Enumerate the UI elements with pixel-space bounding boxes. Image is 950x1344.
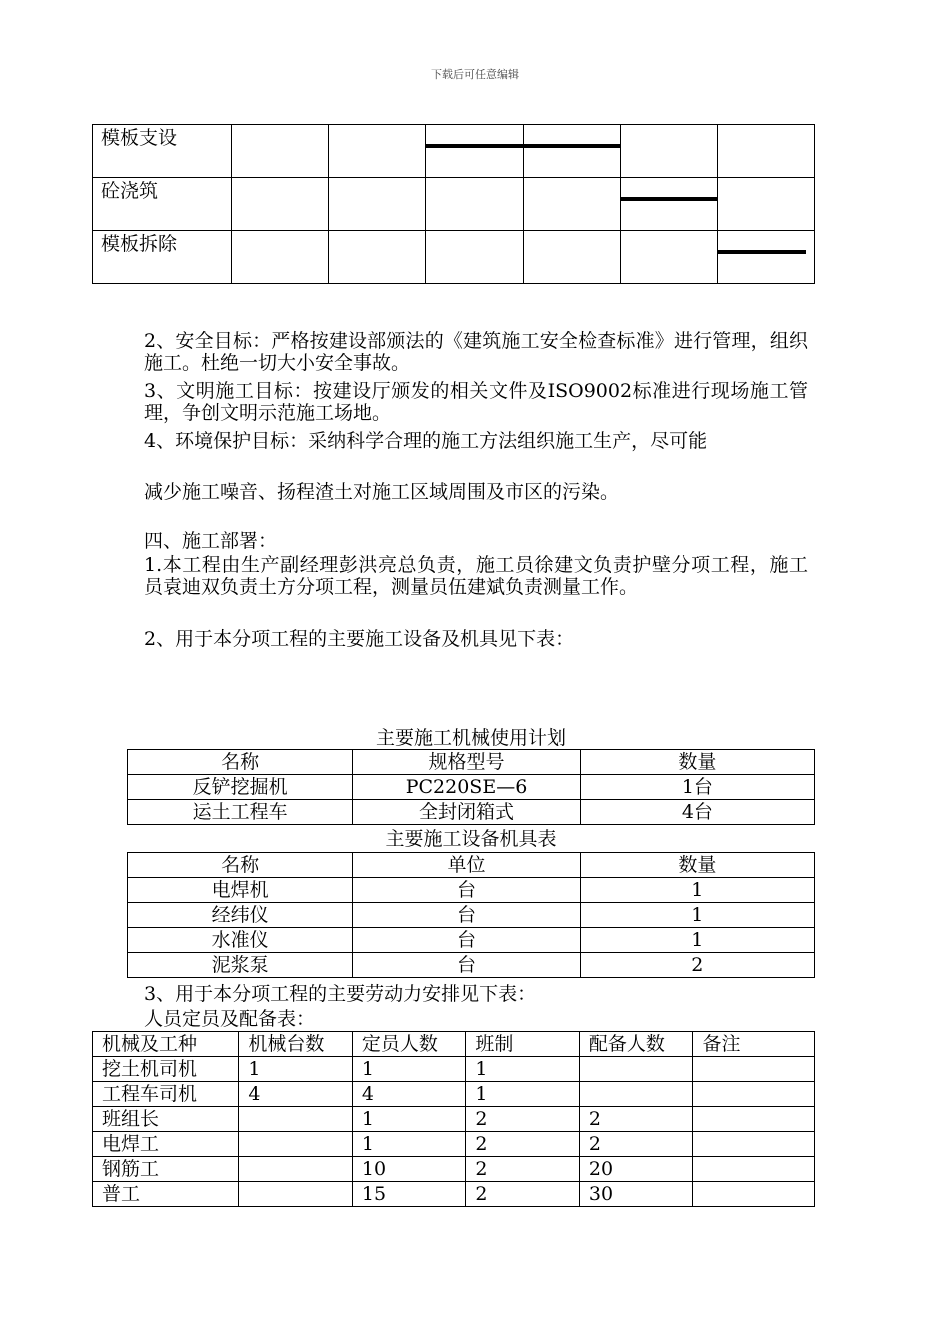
labor-intro-paragraph: 3、用于本分项工程的主要劳动力安排见下表： bbox=[144, 983, 537, 1005]
column-header: 单位 bbox=[353, 853, 580, 878]
table-cell: 台 bbox=[353, 903, 580, 928]
schedule-cell bbox=[620, 178, 717, 231]
table-cell: 电焊工 bbox=[93, 1132, 239, 1157]
table-cell: 泥浆泵 bbox=[128, 953, 353, 978]
schedule-cell bbox=[426, 178, 523, 231]
schedule-cell bbox=[426, 231, 523, 284]
labor-row bbox=[93, 1107, 815, 1132]
table-cell: 30 bbox=[579, 1182, 693, 1207]
schedule-cell bbox=[523, 231, 620, 284]
table-cell: 1 bbox=[466, 1082, 580, 1107]
machinery-table-caption: 主要施工机械使用计划 bbox=[375, 727, 566, 749]
table-cell: 水准仪 bbox=[128, 928, 353, 953]
civilized-construction-paragraph: 3、文明施工目标：按建设厅颁发的相关文件及ISO9002标准进行现场施工管理，争创文明示范施工场地。 bbox=[144, 380, 808, 424]
section-heading-deployment: 四、施工部署： bbox=[144, 530, 278, 552]
column-header: 备注 bbox=[693, 1032, 815, 1057]
column-header: 班制 bbox=[466, 1032, 580, 1057]
table-cell: 工程车司机 bbox=[93, 1082, 239, 1107]
table-cell: 钢筋工 bbox=[93, 1157, 239, 1182]
column-header: 配备人数 bbox=[579, 1032, 693, 1057]
table-cell: 4 bbox=[239, 1082, 353, 1107]
table-cell: 1 bbox=[352, 1132, 466, 1157]
schedule-row-label: 模板支设 bbox=[93, 125, 232, 178]
equipment-row bbox=[128, 878, 815, 903]
table-cell bbox=[693, 1182, 815, 1207]
column-header: 名称 bbox=[128, 853, 353, 878]
table-cell: PC220SE—6 bbox=[353, 775, 581, 800]
table-cell: 台 bbox=[353, 878, 580, 903]
schedule-bar bbox=[718, 250, 806, 254]
table-cell: 1 bbox=[352, 1057, 466, 1082]
schedule-cell bbox=[717, 178, 814, 231]
schedule-row bbox=[93, 125, 815, 178]
schedule-cell bbox=[329, 231, 426, 284]
column-header: 机械及工种 bbox=[93, 1032, 239, 1057]
labor-table bbox=[92, 1031, 815, 1207]
safety-goal-paragraph: 2、安全目标：严格按建设部颁法的《建筑施工安全检查标准》进行管理，组织施工。杜绝一切大小安全事故。 bbox=[144, 330, 808, 374]
schedule-cell bbox=[232, 178, 329, 231]
column-header: 名称 bbox=[128, 750, 353, 775]
schedule-cell bbox=[329, 178, 426, 231]
equipment-row bbox=[128, 903, 815, 928]
table-cell: 4台 bbox=[580, 800, 814, 825]
table-cell bbox=[579, 1082, 693, 1107]
schedule-cell bbox=[523, 125, 620, 178]
table-cell bbox=[693, 1057, 815, 1082]
table-cell: 1 bbox=[239, 1057, 353, 1082]
environment-goal-continuation: 减少施工噪音、扬程渣土对施工区域周围及市区的污染。 bbox=[144, 481, 620, 503]
column-header: 数量 bbox=[580, 853, 814, 878]
labor-row bbox=[93, 1132, 815, 1157]
table-cell: 台 bbox=[353, 928, 580, 953]
labor-row bbox=[93, 1082, 815, 1107]
table-cell bbox=[579, 1057, 693, 1082]
equipment-table bbox=[127, 852, 815, 978]
table-cell: 20 bbox=[579, 1157, 693, 1182]
table-cell: 运土工程车 bbox=[128, 800, 353, 825]
equipment-table-caption: 主要施工设备机具表 bbox=[385, 828, 557, 850]
table-cell bbox=[239, 1157, 353, 1182]
deployment-paragraph: 1.本工程由生产副经理彭洪亮总负责，施工员徐建文负责护壁分项工程，施工员袁迪双负责土方分项工程，测量员伍建斌负责测量工作。 bbox=[144, 554, 808, 598]
table-cell: 台 bbox=[353, 953, 580, 978]
table-cell: 普工 bbox=[93, 1182, 239, 1207]
table-header-row bbox=[128, 750, 815, 775]
column-header: 数量 bbox=[580, 750, 814, 775]
table-cell: 2 bbox=[466, 1132, 580, 1157]
environment-goal-paragraph: 4、环境保护目标：采纳科学合理的施工方法组织施工生产，尽可能 bbox=[144, 430, 708, 452]
equipment-row bbox=[128, 953, 815, 978]
schedule-cell bbox=[329, 125, 426, 178]
schedule-bar bbox=[426, 144, 522, 148]
table-cell: 2 bbox=[466, 1157, 580, 1182]
schedule-row bbox=[93, 178, 815, 231]
table-cell: 1台 bbox=[580, 775, 814, 800]
equipment-row bbox=[128, 928, 815, 953]
table-cell: 1 bbox=[580, 928, 814, 953]
table-cell: 1 bbox=[580, 903, 814, 928]
table-cell: 15 bbox=[352, 1182, 466, 1207]
schedule-table bbox=[92, 124, 815, 284]
table-cell: 2 bbox=[466, 1182, 580, 1207]
page-header: 下载后可任意编辑 bbox=[431, 68, 519, 81]
schedule-row-label: 砼浇筑 bbox=[93, 178, 232, 231]
machinery-table bbox=[127, 749, 815, 825]
schedule-row bbox=[93, 231, 815, 284]
schedule-cell bbox=[523, 178, 620, 231]
table-cell: 2 bbox=[579, 1132, 693, 1157]
schedule-cell bbox=[426, 125, 523, 178]
schedule-cell bbox=[620, 231, 717, 284]
machinery-row bbox=[128, 800, 815, 825]
table-cell bbox=[693, 1157, 815, 1182]
machinery-row bbox=[128, 775, 815, 800]
table-cell: 全封闭箱式 bbox=[353, 800, 581, 825]
schedule-bar bbox=[621, 197, 717, 201]
table-cell: 2 bbox=[579, 1107, 693, 1132]
table-cell bbox=[693, 1132, 815, 1157]
schedule-cell bbox=[620, 125, 717, 178]
table-cell: 挖土机司机 bbox=[93, 1057, 239, 1082]
table-cell: 1 bbox=[580, 878, 814, 903]
schedule-cell bbox=[232, 231, 329, 284]
schedule-cell bbox=[717, 125, 814, 178]
equipment-intro-paragraph: 2、用于本分项工程的主要施工设备及机具见下表： bbox=[144, 628, 575, 650]
schedule-bar bbox=[524, 144, 620, 148]
table-cell: 班组长 bbox=[93, 1107, 239, 1132]
table-header-row bbox=[93, 1032, 815, 1057]
column-header: 机械台数 bbox=[239, 1032, 353, 1057]
table-cell bbox=[239, 1132, 353, 1157]
table-cell bbox=[693, 1107, 815, 1132]
table-cell bbox=[693, 1082, 815, 1107]
labor-row bbox=[93, 1182, 815, 1207]
table-cell bbox=[239, 1107, 353, 1132]
table-cell: 10 bbox=[352, 1157, 466, 1182]
table-cell: 2 bbox=[580, 953, 814, 978]
table-cell bbox=[239, 1182, 353, 1207]
column-header: 定员人数 bbox=[352, 1032, 466, 1057]
schedule-cell bbox=[717, 231, 814, 284]
column-header: 规格型号 bbox=[353, 750, 581, 775]
schedule-cell bbox=[232, 125, 329, 178]
labor-row bbox=[93, 1157, 815, 1182]
table-header-row bbox=[128, 853, 815, 878]
table-cell: 反铲挖掘机 bbox=[128, 775, 353, 800]
schedule-row-label: 模板拆除 bbox=[93, 231, 232, 284]
table-cell: 2 bbox=[466, 1107, 580, 1132]
table-cell: 经纬仪 bbox=[128, 903, 353, 928]
labor-row bbox=[93, 1057, 815, 1082]
labor-table-caption: 人员定员及配备表： bbox=[144, 1008, 316, 1030]
table-cell: 4 bbox=[352, 1082, 466, 1107]
table-cell: 电焊机 bbox=[128, 878, 353, 903]
table-cell: 1 bbox=[352, 1107, 466, 1132]
table-cell: 1 bbox=[466, 1057, 580, 1082]
